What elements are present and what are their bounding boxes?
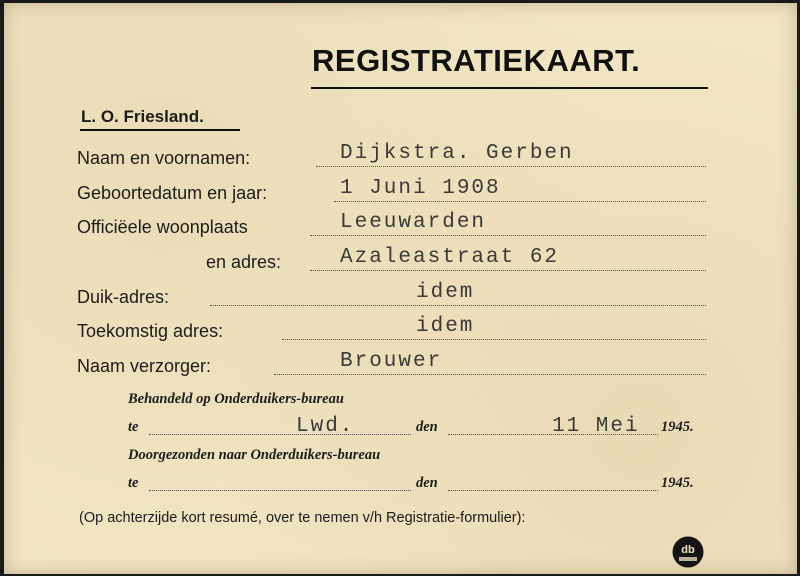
forwarded-te-label: te bbox=[128, 475, 139, 491]
future-address-value: idem bbox=[416, 315, 475, 338]
residence-label: Officiëele woonplaats bbox=[77, 217, 248, 237]
hiding-address-value: idem bbox=[416, 281, 475, 304]
forwarded-den-label: den bbox=[416, 475, 438, 491]
name-label: Naam en voornamen: bbox=[77, 148, 251, 168]
organization-label: L. O. Friesland. bbox=[81, 107, 204, 126]
forwarded-te-dotted-line bbox=[149, 490, 411, 491]
address-value: Azaleastraat 62 bbox=[340, 246, 560, 269]
handled-te-value: Lwd. bbox=[296, 415, 355, 438]
birthdate-label: Geboortedatum en jaar: bbox=[77, 183, 268, 203]
card-title: REGISTRATIEKAART. bbox=[312, 43, 641, 78]
forwarded-den-dotted-line bbox=[448, 490, 658, 491]
handled-te-dotted-line bbox=[149, 434, 411, 435]
printer-logo-icon bbox=[672, 536, 704, 568]
forwarded-year: 1945. bbox=[661, 475, 694, 491]
title-underline bbox=[311, 87, 708, 89]
back-side-note: (Op achterzijde kort resumé, over te nemen v/h Registratie-formulier): bbox=[79, 510, 526, 526]
name-dotted-line bbox=[316, 166, 706, 167]
hiding-address-dotted-line bbox=[210, 305, 706, 306]
birthdate-dotted-line bbox=[334, 201, 706, 202]
caretaker-dotted-line bbox=[274, 374, 706, 375]
handled-den-label: den bbox=[416, 419, 438, 435]
name-value: Dijkstra. Gerben bbox=[340, 142, 574, 165]
handled-te-label: te bbox=[128, 419, 139, 435]
handled-den-value: 11 Mei bbox=[552, 415, 640, 438]
handled-year: 1945. bbox=[661, 419, 694, 435]
future-address-label: Toekomstig adres: bbox=[77, 321, 224, 341]
residence-dotted-line bbox=[310, 235, 706, 236]
organization-underline bbox=[80, 129, 240, 131]
residence-value: Leeuwarden bbox=[340, 211, 487, 234]
address-label: en adres: bbox=[206, 252, 282, 272]
forwarded-heading: Doorgezonden naar Onderduikers-bureau bbox=[128, 447, 381, 463]
future-address-dotted-line bbox=[282, 339, 706, 340]
caretaker-label: Naam verzorger: bbox=[77, 356, 212, 376]
printer-logo-text: db bbox=[681, 544, 695, 556]
handled-heading: Behandeld op Onderduikers-bureau bbox=[128, 391, 344, 407]
hiding-address-label: Duik-adres: bbox=[77, 287, 170, 307]
birthdate-value: 1 Juni 1908 bbox=[340, 177, 501, 200]
registration-card bbox=[4, 3, 797, 574]
caretaker-value: Brouwer bbox=[340, 350, 443, 373]
address-dotted-line bbox=[310, 270, 706, 271]
